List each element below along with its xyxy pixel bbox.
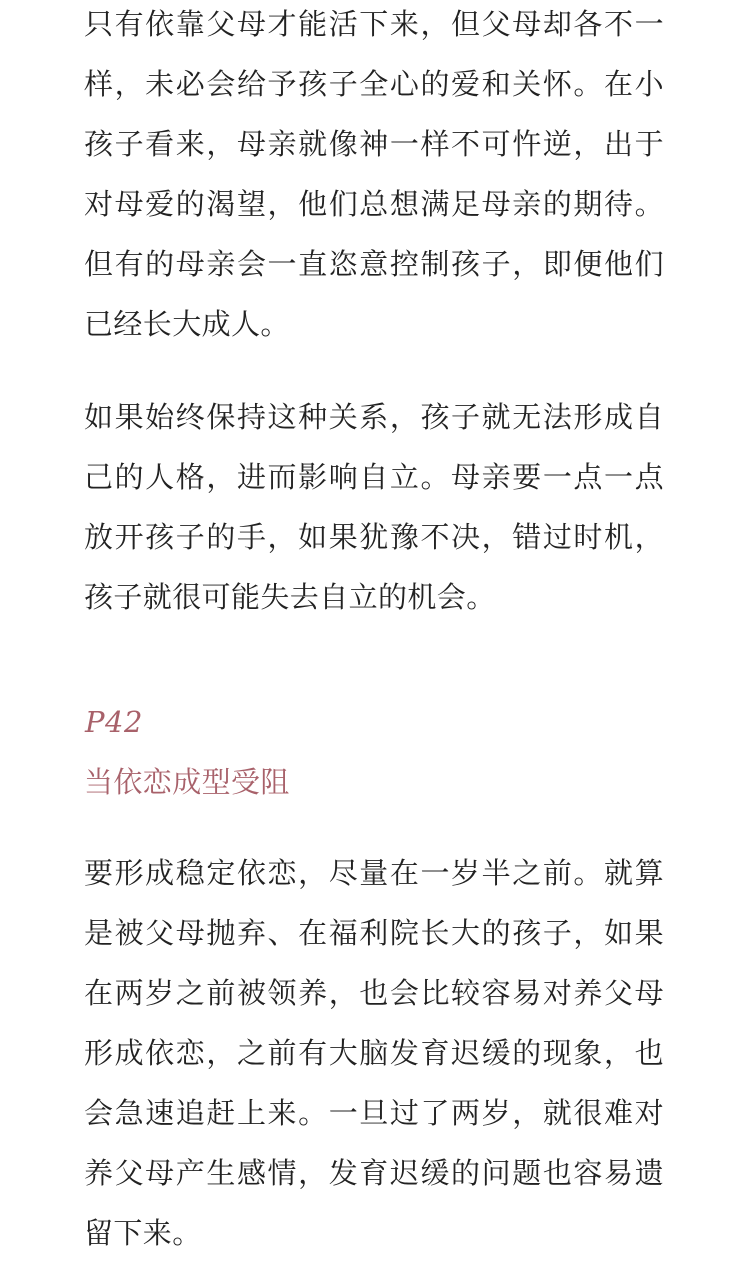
section-heading: 当依恋成型受阻 xyxy=(84,765,290,799)
body-paragraph: 如果始终保持这种关系，孩子就无法形成自己的人格，进而影响自立。母亲要一点一点放开孩子的手，如果犹豫不决，错过时机，孩子就很可能失去自立的机会。 xyxy=(84,400,664,614)
body-paragraph: 要形成稳定依恋，尽量在一岁半之前。就算是被父母抛弃、在福利院长大的孩子，如果在两岁之前被领养，也会比较容易对养父母形成依恋，之前有大脑发育迟缓的现象，也会急速追赶上来。一旦过了两岁，就很难对养父母产生感情，发育迟缓的问题也容易遗留下来。 xyxy=(84,856,664,1250)
section-page-number: P42 xyxy=(85,705,143,739)
body-paragraph: 只有依靠父母才能活下来，但父母却各不一样，未必会给予孩子全心的爱和关怀。在小孩子看来，母亲就像神一样不可忤逆，出于对母爱的渴望，他们总想满足母亲的期待。但有的母亲会一直恣意控制孩子，即便他们已经长大成人。 xyxy=(84,7,664,341)
